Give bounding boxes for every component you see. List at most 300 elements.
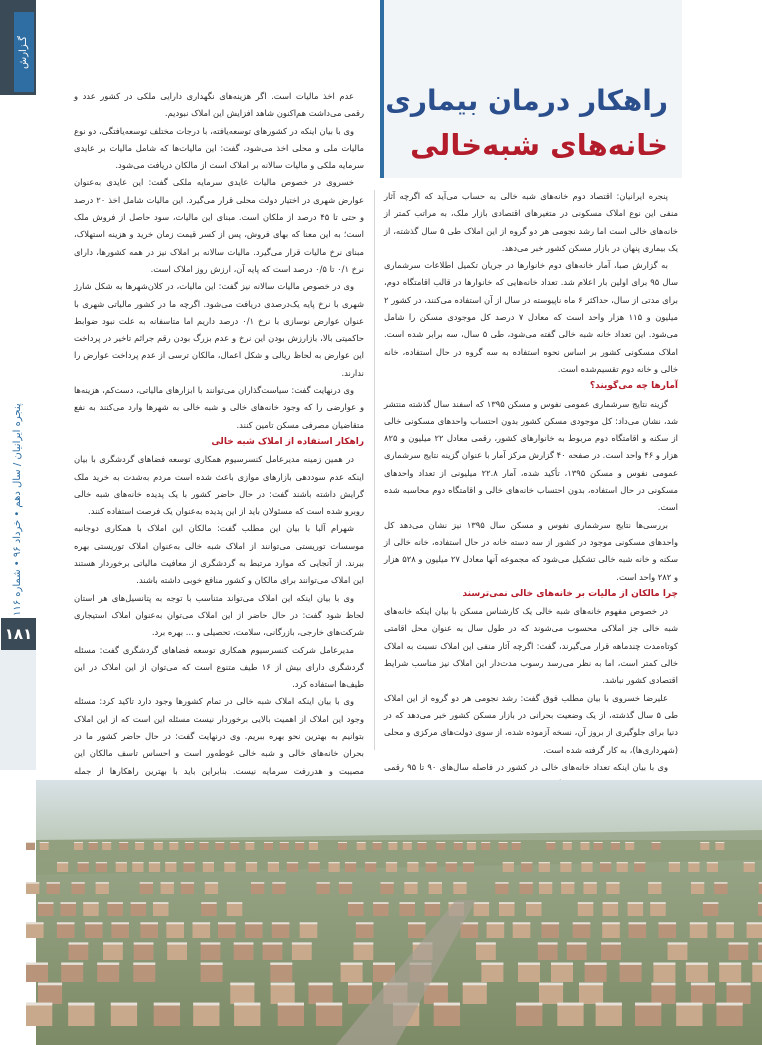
apartment-roof xyxy=(539,983,563,986)
apartment-block xyxy=(648,882,661,894)
apartment-block xyxy=(467,842,476,850)
apartment-roof xyxy=(111,1003,137,1006)
apartment-block xyxy=(154,842,163,850)
apartment-roof xyxy=(107,902,123,904)
apartment-roof xyxy=(386,862,397,863)
column-divider xyxy=(374,190,375,750)
apartment-roof xyxy=(26,882,39,884)
apartment-roof xyxy=(620,963,642,965)
apartment-roof xyxy=(26,842,35,843)
apartment-roof xyxy=(356,922,374,924)
apartment-roof xyxy=(539,862,550,863)
apartment-roof xyxy=(184,862,195,863)
apartment-block xyxy=(729,942,749,960)
apartment-block xyxy=(292,942,312,960)
apartment-block xyxy=(140,882,153,894)
apartment-block xyxy=(341,963,363,983)
paragraph: عدم اخذ مالیات است. اگر هزینه‌های نگهداری دارایی ملکی در کشور عدد و رقمی می‌داشت هم‌اکنون شاهد افزایش این املاک نبودیم. xyxy=(74,91,364,119)
apartment-block xyxy=(74,842,83,850)
apartment-roof xyxy=(602,922,620,924)
apartment-roof xyxy=(26,922,44,924)
apartment-block xyxy=(538,942,558,960)
apartment-block xyxy=(418,842,427,850)
apartment-roof xyxy=(653,963,675,965)
paragraph: وی با بیان اینکه املاک شبه خالی در تمام کشورها وجود دارد تاکید کرد: مسئله وجود این املاک از اهمیت بالایی برخوردار نیست مسئله این است که از این املاک بتوانیم به بهترین نحو بهره ببریم. وی درنهایت گفت: در حال حاضر کشور ما در بحران خانه‌های خالی و شبه خالی غوطه‌ور است و احساس تاسف مالکان این مصیبت و هدررفت سرمایه نیست. بنابراین باید با بهترین راهکارها از جمله xyxy=(74,696,364,776)
apartment-block xyxy=(526,902,542,916)
apartment-roof xyxy=(317,882,330,884)
apartment-block xyxy=(26,1003,52,1026)
apartment-roof xyxy=(74,842,83,843)
apartment-block xyxy=(348,983,372,1004)
apartment-roof xyxy=(119,842,128,843)
apartment-block xyxy=(474,902,490,916)
apartment-block xyxy=(635,1003,661,1026)
apartment-roof xyxy=(581,842,590,843)
apartment-block xyxy=(116,862,127,872)
apartment-block xyxy=(426,862,437,872)
apartment-block xyxy=(205,882,218,894)
apartment-block xyxy=(542,922,560,938)
apartment-roof xyxy=(495,882,508,884)
apartment-roof xyxy=(691,882,704,884)
apartment-block xyxy=(611,842,620,850)
apartment-roof xyxy=(481,842,490,843)
apartment-roof xyxy=(467,842,476,843)
apartment-block xyxy=(707,862,718,872)
apartment-block xyxy=(400,902,416,916)
apartment-block xyxy=(744,862,755,872)
apartment-block xyxy=(107,902,123,916)
apartment-block xyxy=(539,983,563,1004)
paragraph: بررسی‌ها نتایج سرشماری نفوس و مسکن سال ۱۳۹۵ نیز نشان می‌دهد کل واحدهای مسکونی موجود در کشور از سه دسته خانه در حال استفاده، خانه خالی از سکنه و خانه شبه خالی تشکیل می‌شود که مجموعه آنها معادل ۲۷ میلیون و ۵۲۸ هزار و ۲۸۲ واحد است. xyxy=(384,519,678,582)
apartment-roof xyxy=(201,963,223,965)
apartment-roof xyxy=(561,882,574,884)
apartment-roof xyxy=(203,862,214,863)
apartment-block xyxy=(270,963,292,983)
aerial-housing-photo xyxy=(36,780,762,1045)
apartment-roof xyxy=(295,842,304,843)
apartment-block xyxy=(476,942,496,960)
apartment-block xyxy=(513,922,531,938)
apartment-block xyxy=(403,842,412,850)
apartment-roof xyxy=(193,1003,219,1006)
apartment-roof xyxy=(83,902,99,904)
apartment-block xyxy=(557,1003,583,1026)
paragraph: پنجره ایرانیان: اقتصاد دوم خانه‌های شبه خالی به حساب می‌آید که اگرچه آثار منفی این نوع املاک مسکونی در متغیرهای اقتصادی بازار ملک، به مراتب کمتر از خانه‌های خالی است اما رشد نجومی هر دو گروه از این املاک طی ۵ سال گذشته، از یک بیماری پنهان در بازار مسکن کشور خبر می‌دهد. xyxy=(384,191,678,253)
apartment-roof xyxy=(227,902,243,904)
apartment-block xyxy=(268,862,279,872)
apartment-roof xyxy=(388,842,397,843)
apartment-block xyxy=(653,963,675,983)
apartment-block xyxy=(551,963,573,983)
apartment-roof xyxy=(167,942,187,944)
apartment-roof xyxy=(744,862,755,863)
apartment-block xyxy=(606,882,619,894)
apartment-roof xyxy=(131,902,147,904)
apartment-block xyxy=(676,1003,702,1026)
apartment-roof xyxy=(300,922,318,924)
apartment-block xyxy=(481,842,490,850)
apartment-block xyxy=(585,963,607,983)
apartment-roof xyxy=(339,882,352,884)
apartment-block xyxy=(348,902,364,916)
apartment-block xyxy=(539,882,552,894)
apartment-block xyxy=(309,842,318,850)
apartment-block xyxy=(581,842,590,850)
apartment-block xyxy=(181,882,194,894)
apartment-block xyxy=(134,942,154,960)
apartment-block xyxy=(381,882,394,894)
apartment-roof xyxy=(272,922,290,924)
apartment-roof xyxy=(181,882,194,884)
apartment-block xyxy=(629,922,647,938)
apartment-block xyxy=(154,1003,180,1026)
apartment-roof xyxy=(481,963,503,965)
paragraph: وی با بیان اینکه این املاک می‌تواند متناسب با توجه به پتانسیل‌های هر استان لحاظ شود گفت: در حال حاضر از این املاک می‌توان به‌عنوان املاک استیجاری شرکت‌های خارجی، بازرگانی، سلامت، تحصیلی و ... بهره برد. xyxy=(74,592,364,638)
apartment-roof xyxy=(272,882,285,884)
apartment-block xyxy=(135,842,144,850)
apartment-block xyxy=(668,942,688,960)
apartment-block xyxy=(278,1003,304,1026)
left-column xyxy=(74,88,364,788)
apartment-roof xyxy=(132,862,143,863)
apartment-block xyxy=(201,942,221,960)
apartment-roof xyxy=(516,1003,542,1006)
apartment-block xyxy=(573,922,591,938)
apartment-block xyxy=(203,862,214,872)
apartment-roof xyxy=(716,922,734,924)
apartment-roof xyxy=(513,922,531,924)
apartment-roof xyxy=(348,902,364,904)
apartment-block xyxy=(272,882,285,894)
apartment-roof xyxy=(26,1003,52,1006)
apartment-roof xyxy=(752,963,762,965)
apartment-block xyxy=(184,862,195,872)
apartment-block xyxy=(703,902,719,916)
apartment-block xyxy=(57,862,68,872)
apartment-block xyxy=(719,963,741,983)
apartment-block xyxy=(309,983,333,1004)
apartment-block xyxy=(245,842,254,850)
apartment-roof xyxy=(116,862,127,863)
apartment-roof xyxy=(463,983,487,986)
apartment-roof xyxy=(270,963,292,965)
apartment-block xyxy=(300,922,318,938)
apartment-block xyxy=(329,862,340,872)
apartment-block xyxy=(539,862,550,872)
apartment-block xyxy=(567,942,587,960)
apartment-roof xyxy=(429,882,442,884)
section-label: گـزارش xyxy=(18,35,29,69)
apartment-roof xyxy=(650,902,666,904)
apartment-block xyxy=(561,882,574,894)
apartment-roof xyxy=(154,842,163,843)
apartment-block xyxy=(463,983,487,1004)
apartment-block xyxy=(563,842,572,850)
apartment-roof xyxy=(341,963,363,965)
apartment-roof xyxy=(102,842,111,843)
apartment-block xyxy=(149,862,160,872)
apartment-roof xyxy=(611,842,620,843)
apartment-roof xyxy=(97,963,119,965)
apartment-block xyxy=(201,902,217,916)
apartment-block xyxy=(356,922,374,938)
apartment-roof xyxy=(634,862,645,863)
apartment-block xyxy=(584,882,597,894)
apartment-block xyxy=(503,862,514,872)
apartment-roof xyxy=(373,902,389,904)
apartment-block xyxy=(111,922,129,938)
apartment-roof xyxy=(348,983,372,986)
apartment-block xyxy=(96,862,107,872)
apartment-block xyxy=(251,882,264,894)
apartment-roof xyxy=(690,922,708,924)
apartment-block xyxy=(581,862,592,872)
apartment-block xyxy=(72,882,85,894)
apartment-roof xyxy=(563,842,572,843)
apartment-block xyxy=(714,882,727,894)
apartment-roof xyxy=(61,963,83,965)
apartment-roof xyxy=(280,842,289,843)
apartment-block xyxy=(481,963,503,983)
apartment-block xyxy=(263,942,283,960)
apartment-roof xyxy=(719,963,741,965)
apartment-roof xyxy=(617,862,628,863)
apartment-roof xyxy=(476,942,496,944)
apartment-block xyxy=(634,862,645,872)
apartment-block xyxy=(373,842,382,850)
apartment-block xyxy=(386,862,397,872)
apartment-block xyxy=(691,983,715,1004)
apartment-block xyxy=(193,1003,219,1026)
apartment-roof xyxy=(669,862,680,863)
apartment-roof xyxy=(309,862,320,863)
apartment-roof xyxy=(403,842,412,843)
apartment-roof xyxy=(487,922,505,924)
paragraph: در خصوص مفهوم خانه‌های شبه خالی یک کارشناس مسکن با بیان اینکه خانه‌های شبه خالی جز املاکی محسوب می‌شوند که در طول سال به عنوان محل اقامتی کوتاه‌مدت چندماهه قرار می‌گیرند، گفت: اگرچه آثار منفی این املاک نسبت به املاک خالی کمتر است، اما به نظر می‌رسد رسوب مدت‌دار این املاک نیز مناسب شرایط اقتصادی کشور نباشد. xyxy=(384,606,678,686)
apartment-block xyxy=(26,922,44,938)
apartment-block xyxy=(40,842,49,850)
apartment-block xyxy=(716,1003,742,1026)
apartment-roof xyxy=(287,862,298,863)
apartment-block xyxy=(686,963,708,983)
apartment-block xyxy=(436,842,445,850)
apartment-roof xyxy=(245,922,263,924)
apartment-roof xyxy=(446,862,457,863)
apartment-roof xyxy=(38,983,62,986)
apartment-block xyxy=(512,842,521,850)
apartment-roof xyxy=(606,882,619,884)
page-number: ۱۸۱ xyxy=(1,618,36,650)
apartment-roof xyxy=(140,922,158,924)
apartment-block xyxy=(700,842,709,850)
apartment-block xyxy=(628,902,644,916)
apartment-roof xyxy=(354,942,374,944)
apartment-block xyxy=(287,862,298,872)
apartment-roof xyxy=(526,902,542,904)
right-column xyxy=(384,188,678,778)
apartment-block xyxy=(463,862,474,872)
apartment-block xyxy=(338,842,347,850)
apartment-roof xyxy=(652,842,661,843)
apartment-roof xyxy=(585,963,607,965)
apartment-roof xyxy=(454,842,463,843)
apartment-roof xyxy=(218,922,236,924)
apartment-block xyxy=(758,942,762,960)
apartment-roof xyxy=(149,862,160,863)
apartment-roof xyxy=(407,862,418,863)
apartment-roof xyxy=(520,882,533,884)
apartment-roof xyxy=(603,902,619,904)
housing-illustration xyxy=(36,780,762,1045)
apartment-block xyxy=(715,842,724,850)
apartment-block xyxy=(518,963,540,983)
paragraph: وی با بیان اینکه تعداد خانه‌های خالی در کشور در فاصله سال‌های ۹۰ تا ۹۵ رقمی xyxy=(384,761,668,772)
apartment-block xyxy=(201,963,223,983)
apartment-roof xyxy=(729,942,749,944)
apartment-block xyxy=(339,882,352,894)
apartment-roof xyxy=(68,1003,94,1006)
apartment-roof xyxy=(96,882,109,884)
apartment-block xyxy=(103,942,123,960)
apartment-block xyxy=(185,842,194,850)
apartment-block xyxy=(691,882,704,894)
apartment-block xyxy=(26,963,48,983)
apartment-roof xyxy=(474,902,490,904)
apartment-block xyxy=(461,922,479,938)
apartment-roof xyxy=(345,862,356,863)
apartment-roof xyxy=(499,902,515,904)
apartment-roof xyxy=(628,902,644,904)
apartment-block xyxy=(167,942,187,960)
paragraph: علیرضا خسروی با بیان مطلب فوق گفت: رشد نجومی هر دو گروه از این املاک طی ۵ سال گذشته، از یک وضعیت بحرانی در بازار مسکن کشور خبر می‌دهد که در دنیا برای جلوگیری از بروز آن، نسخه آزموده شده، از سوی دولت‌های مرکزی و محلی (شهرداری‌ها)، به کار گرفته شده است. xyxy=(384,692,678,755)
apartment-roof xyxy=(727,983,751,986)
apartment-block xyxy=(651,983,675,1004)
apartment-roof xyxy=(436,842,445,843)
apartment-roof xyxy=(40,842,49,843)
apartment-block xyxy=(620,963,642,983)
apartment-block xyxy=(404,882,417,894)
apartment-block xyxy=(594,842,603,850)
apartment-block xyxy=(617,862,628,872)
apartment-block xyxy=(218,922,236,938)
apartment-block xyxy=(354,942,374,960)
apartment-roof xyxy=(135,842,144,843)
apartment-block xyxy=(429,882,442,894)
apartment-roof xyxy=(316,1003,342,1006)
apartment-roof xyxy=(629,922,647,924)
apartment-block xyxy=(245,922,263,938)
apartment-block xyxy=(669,862,680,872)
apartment-block xyxy=(747,922,762,938)
apartment-block xyxy=(272,922,290,938)
apartment-roof xyxy=(676,1003,702,1006)
apartment-roof xyxy=(408,922,426,924)
apartment-roof xyxy=(271,983,295,986)
apartment-block xyxy=(224,862,235,872)
apartment-block xyxy=(388,842,397,850)
apartment-roof xyxy=(165,862,176,863)
apartment-roof xyxy=(567,942,587,944)
apartment-roof xyxy=(224,862,235,863)
apartment-block xyxy=(495,882,508,894)
apartment-block xyxy=(560,862,571,872)
apartment-block xyxy=(102,842,111,850)
apartment-block xyxy=(161,882,174,894)
apartment-roof xyxy=(246,862,257,863)
apartment-roof xyxy=(69,942,89,944)
apartment-roof xyxy=(425,902,441,904)
apartment-roof xyxy=(57,922,75,924)
paragraph: شهرام آلبا با بیان این مطلب گفت: مالکان این املاک با همکاری دوجانبه موسسات توریستی می‌توانند از املاک شبه خالی به‌عنوان املاک توریستی بهره ببرند. از آنجایی که موارد مرتبط به گردشگری از معافیت مالیاتی برخوردار هستند این املاک می‌توانند برای مالکان و کشور منافع خوبی داشته باشند. xyxy=(74,523,364,586)
apartment-block xyxy=(234,1003,260,1026)
apartment-block xyxy=(516,1003,542,1026)
apartment-roof xyxy=(560,862,571,863)
paragraph: خسروی در خصوص مالیات عایدی سرمایه ملکی گفت: این عایدی به‌عنوان عوارض شهری در اختیار دولت محلی قرار می‌گیرد. این مالیات شامل اخذ ۲۰ درصد و حتی تا ۴۵ درصد از ملکان است. مبنای این مالیات، سود حاصل از فروش ملک است؛ به این معنا که بهای فروش، پس از کسر قیمت زمان خرید و هزینه استهلاک، مبنای نرخ مالیات قرار می‌گیرد. مالیات سالانه بر املاک نیز در همه کشورها، دارای نرخ ۰/۱ تا ۰/۵ درصد است که پایه آن، ارزش روز املاک است. xyxy=(74,177,365,274)
apartment-block xyxy=(365,862,376,872)
apartment-block xyxy=(111,1003,137,1026)
apartment-roof xyxy=(418,842,427,843)
apartment-roof xyxy=(230,983,254,986)
apartment-roof xyxy=(278,1003,304,1006)
apartment-roof xyxy=(579,983,603,986)
apartment-roof xyxy=(715,842,724,843)
apartment-block xyxy=(61,963,83,983)
apartment-roof xyxy=(133,963,155,965)
apartment-block xyxy=(200,842,209,850)
apartment-roof xyxy=(714,882,727,884)
apartment-roof xyxy=(103,942,123,944)
apartment-roof xyxy=(329,862,340,863)
apartment-roof xyxy=(651,983,675,986)
apartment-block xyxy=(61,902,77,916)
apartment-roof xyxy=(153,902,169,904)
apartment-roof xyxy=(373,963,395,965)
apartment-block xyxy=(234,942,254,960)
apartment-block xyxy=(295,842,304,850)
apartment-roof xyxy=(659,922,677,924)
apartment-roof xyxy=(573,922,591,924)
apartment-block xyxy=(227,902,243,916)
paragraph: در همین زمینه مدیرعامل کنسرسیوم همکاری توسعه فضاهای گردشگری با بیان اینکه عدم سوددهی بازارهای موازی باعث شده است مردم به‌شدت به خرید ملک گرایش داشته باشند گفت: در حال حاضر کشور با یک پدیده خانه‌های شبه خالی روبرو شده است که مسئولان باید از این پدیده به‌عنوان یک فرصت استفاده کنند. xyxy=(74,454,364,517)
apartment-roof xyxy=(601,942,621,944)
apartment-roof xyxy=(539,882,552,884)
subheading: چرا مالکان از مالیات بر خانه‌های خالی نمی‌ترسند xyxy=(462,588,678,599)
apartment-block xyxy=(230,983,254,1004)
apartment-block xyxy=(600,862,611,872)
apartment-block xyxy=(316,1003,342,1026)
apartment-block xyxy=(57,922,75,938)
apartment-block xyxy=(140,922,158,938)
apartment-roof xyxy=(707,862,718,863)
apartment-roof xyxy=(404,882,417,884)
apartment-roof xyxy=(703,902,719,904)
apartment-block xyxy=(26,882,39,894)
apartment-block xyxy=(688,862,699,872)
apartment-roof xyxy=(205,882,218,884)
apartment-roof xyxy=(758,942,762,944)
apartment-roof xyxy=(166,922,184,924)
apartment-roof xyxy=(499,842,508,843)
apartment-roof xyxy=(581,862,592,863)
apartment-roof xyxy=(758,902,762,904)
apartment-block xyxy=(83,902,99,916)
apartment-block xyxy=(153,902,169,916)
apartment-block xyxy=(264,842,273,850)
apartment-block xyxy=(280,842,289,850)
apartment-roof xyxy=(234,1003,260,1006)
apartment-block xyxy=(454,842,463,850)
